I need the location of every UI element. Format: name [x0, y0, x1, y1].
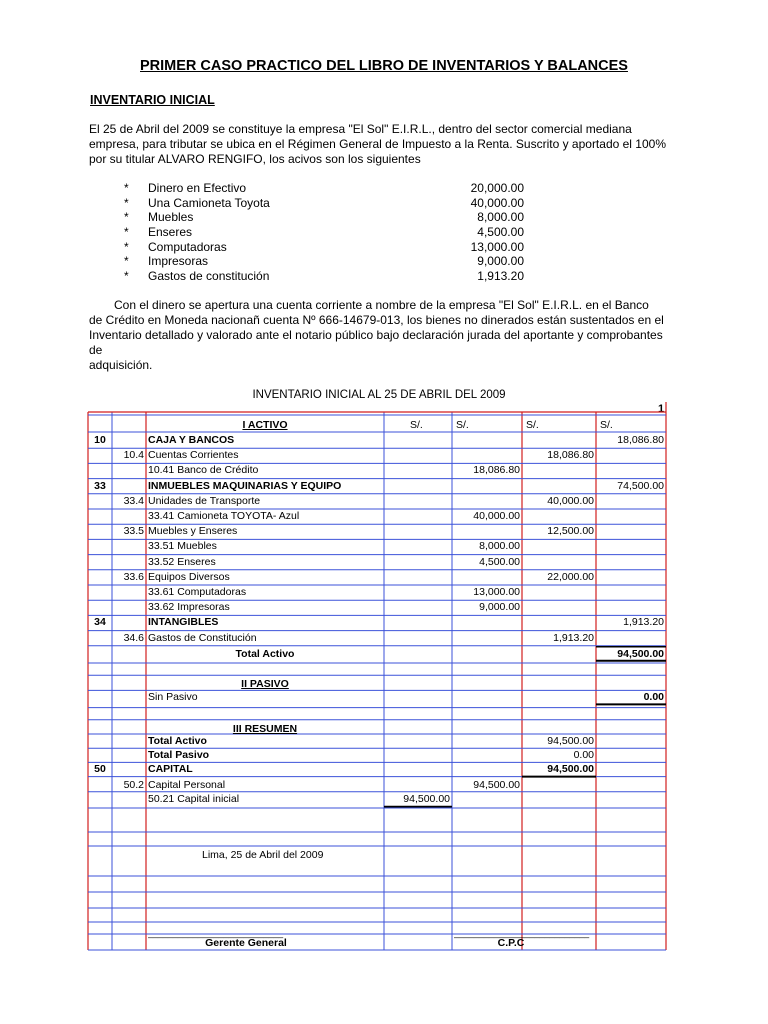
asset-value: 40,000.00 [470, 195, 524, 210]
amount-cell: 94,500.00 [473, 778, 520, 791]
intro-line: por su titular ALVARO RENGIFO, los acivos son los siguientes [89, 152, 421, 166]
asset-value: 1,913.20 [477, 269, 524, 284]
amount-cell: 94,500.00 [547, 763, 594, 776]
account-code: 34 [94, 616, 106, 629]
account-description: 33.61 Computadoras [148, 586, 247, 598]
account-description: 33.51 Muebles [148, 540, 217, 553]
subaccount-code: 33.6 [123, 570, 144, 583]
subaccount-code: 33.5 [123, 525, 144, 538]
currency-header: S/. [526, 419, 539, 431]
table-title: INVENTARIO INICIAL AL 25 DE ABRIL DEL 2009 [252, 389, 506, 401]
asset-name: Gastos de constitución [148, 269, 270, 284]
asset-name: Muebles [148, 210, 194, 225]
paragraph-line: Inventario detallado y valorado ante el notario público bajo declaración jurada del aportante y comprobantes de [89, 328, 663, 357]
account-description: Equipos Diversos [148, 570, 230, 583]
amount-cell: 18,086.80 [547, 449, 594, 462]
section-subtitle: INVENTARIO INICIAL [90, 93, 215, 107]
amount-cell: 94,500.00 [403, 792, 450, 805]
total-activo-label: Total Activo [235, 647, 295, 660]
resumen-header: III RESUMEN [232, 722, 298, 735]
asset-value: 9,000.00 [477, 254, 524, 269]
asset-value: 8,000.00 [477, 210, 524, 225]
asset-name: Impresoras [148, 254, 209, 269]
account-description: Muebles y Enseres [148, 525, 238, 538]
amount-cell: 40,000.00 [547, 494, 594, 507]
subaccount-code: 10.4 [123, 449, 144, 462]
paragraph-line: adquisición. [89, 358, 153, 372]
currency-header: S/. [410, 419, 423, 431]
currency-header: S/. [600, 419, 613, 431]
account-description: 50.21 Capital inicial [148, 792, 240, 805]
paragraph-line: Con el dinero se apertura una cuenta corriente a nombre de la empresa "El Sol" E.I.R.L. en el Banco [114, 298, 649, 312]
account-description: 10.41 Banco de Crédito [148, 464, 259, 477]
amount-cell: 8,000.00 [479, 540, 520, 553]
amount-cell: 18,086.80 [617, 434, 664, 446]
account-description: INMUEBLES MAQUINARIAS Y EQUIPO [148, 479, 342, 492]
resumen-label: CAPITAL [148, 763, 193, 776]
document-title: PRIMER CASO PRACTICO DEL LIBRO DE INVENTARIOS Y BALANCES [140, 58, 628, 74]
signature-gerente: Gerente General [205, 937, 287, 949]
amount-cell: 1,913.20 [623, 616, 664, 629]
account-code: 33 [94, 479, 106, 492]
asset-value: 20,000.00 [470, 181, 524, 195]
bullet-marker: * [124, 195, 129, 210]
asset-value: 4,500.00 [477, 225, 524, 240]
pasivo-header: II PASIVO [241, 678, 289, 691]
intro-line: El 25 de Abril del 2009 se constituye la empresa "El Sol" E.I.R.L., dentro del sector comercial mediana [89, 122, 632, 136]
bullet-marker: * [124, 181, 129, 195]
bullet-marker: * [124, 254, 129, 269]
asset-name: Dinero en Efectivo [148, 181, 247, 195]
account-description: Capital Personal [148, 778, 226, 791]
account-description: 33.52 Enseres [148, 555, 216, 568]
paragraph-line: de Crédito en Moneda nacionañ cuenta Nº 666-14679-013, los bienes no dinerados están sustentados en el [89, 313, 664, 327]
asset-name: Una Camioneta Toyota [148, 195, 270, 210]
bullet-marker: * [124, 210, 129, 225]
account-description: CAJA Y BANCOS [148, 434, 235, 446]
amount-cell: 0.00 [573, 749, 594, 762]
intro-line: empresa, para tributar se ubica en el Régimen General de Impuesto a la Renta. Suscrito y aportado el 100% [89, 137, 666, 151]
bullet-marker: * [124, 225, 129, 240]
total-activo-value: 94,500.00 [617, 647, 664, 660]
account-code: 10 [94, 434, 106, 446]
account-code: 50 [94, 763, 106, 776]
signature-line: ___________________________ [148, 928, 284, 938]
bullet-marker: * [124, 239, 129, 254]
activo-header: I ACTIVO [242, 419, 288, 431]
account-description: Cuentas Corrientes [148, 449, 239, 462]
resumen-label: Total Pasivo [148, 749, 210, 762]
amount-cell: 9,000.00 [479, 601, 520, 614]
bullet-marker: * [124, 269, 129, 284]
account-description: 33.62 Impresoras [148, 601, 230, 614]
amount-cell: 18,086.80 [473, 464, 520, 477]
account-description: Gastos de Constitución [148, 631, 257, 644]
place-date: Lima, 25 de Abril del 2009 [202, 849, 324, 861]
amount-cell: 4,500.00 [479, 555, 520, 568]
amount-cell: 94,500.00 [547, 735, 594, 747]
page-number: 1 [658, 403, 665, 415]
subaccount-code: 33.4 [123, 494, 144, 507]
resumen-label: Total Activo [148, 735, 207, 747]
subaccount-code: 50.2 [123, 778, 144, 791]
amount-cell: 74,500.00 [617, 479, 664, 492]
signature-cpc: C.P.C [497, 937, 525, 949]
asset-name: Computadoras [148, 239, 227, 254]
asset-name: Enseres [148, 225, 193, 240]
sin-pasivo-value: 0.00 [643, 691, 664, 704]
account-description: 33.41 Camioneta TOYOTA- Azul [148, 510, 300, 522]
amount-cell: 40,000.00 [473, 510, 520, 522]
asset-value: 13,000.00 [470, 239, 524, 254]
subaccount-code: 34.6 [123, 631, 144, 644]
sin-pasivo-label: Sin Pasivo [148, 691, 198, 704]
currency-header: S/. [456, 419, 469, 431]
account-description: INTANGIBLES [148, 616, 219, 629]
amount-cell: 12,500.00 [547, 525, 594, 538]
amount-cell: 1,913.20 [553, 631, 594, 644]
account-description: Unidades de Transporte [148, 494, 261, 507]
amount-cell: 22,000.00 [547, 570, 594, 583]
amount-cell: 13,000.00 [473, 586, 520, 598]
signature-line: ___________________________ [454, 928, 590, 938]
